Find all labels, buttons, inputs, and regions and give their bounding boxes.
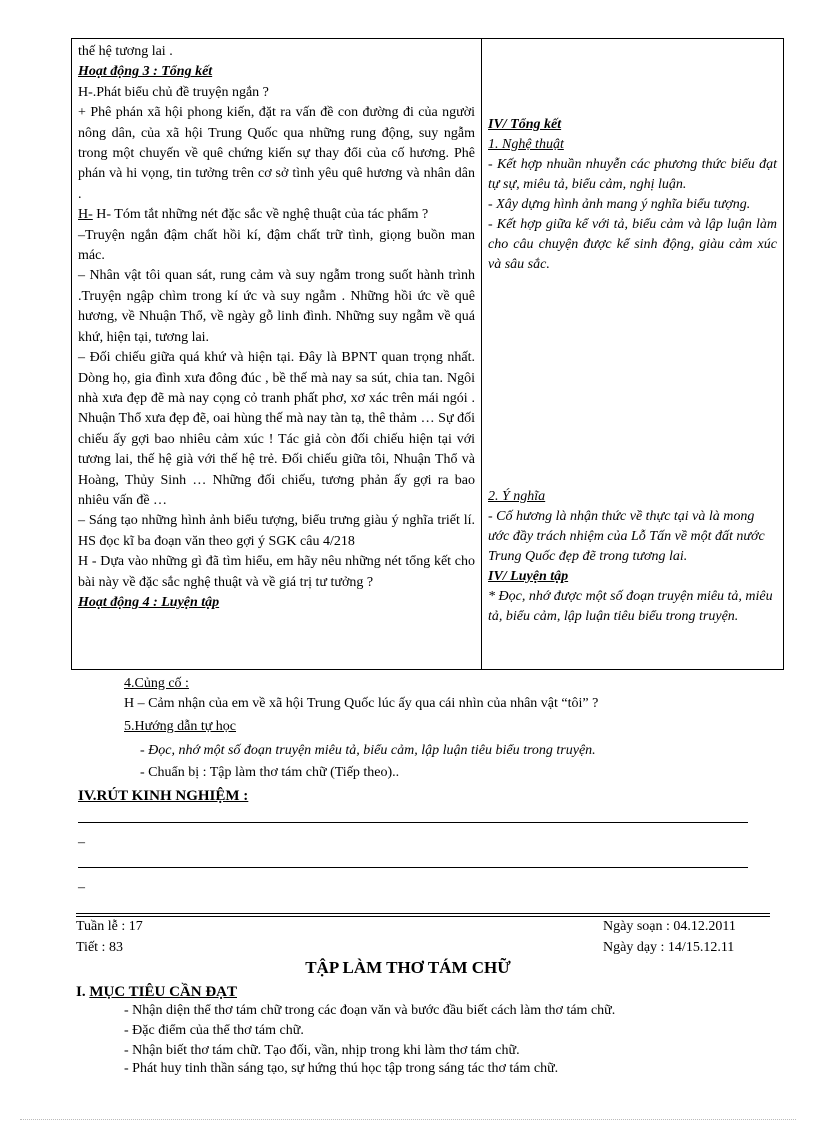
left-line: – Nhân vật tôi quan sát, rung cảm và suy ngẫm trong suốt hành trình .Truyện ngập chìm trong kí ức và suy ngẫm . Những hồi ức về quê hương, về Nhuận Thổ, về ngày gỗ linh đình. Những suy ngẫm về quá khứ, hiện tại, tương lai. (78, 268, 475, 345)
self-study-item: - Đọc, nhớ một số đoạn truyện miêu tả, biểu cảm, lập luận tiêu biểu trong truyện. (140, 743, 596, 758)
lesson-title: TẬP LÀM THƠ TÁM CHỮ (305, 958, 511, 977)
left-question: H- Tóm tắt những nét đặc sắc về nghệ thuật của tác phẩm ? (96, 207, 429, 223)
objective-item: - Nhận biết thơ tám chữ. Tạo đối, vần, nhịp trong khi làm thơ tám chữ. (124, 1043, 520, 1058)
week-label: Tuần lễ : 17 (76, 919, 143, 934)
summary-heading: IV/ Tổng kết (488, 117, 562, 132)
dash-mark: – (78, 835, 85, 850)
left-line: H-.Phát biểu chủ đề truyện ngắn ? (78, 84, 269, 100)
left-line: – Đối chiếu giữa quá khứ và hiện tại. Đây là BPNT quan trọng nhất. Dòng họ, gia đình xưa đông đúc , bề thế mà nay sa sút, chia tan. Ngôi nhà xưa đẹp đẽ mà nay cọng cỏ tranh phất phơ, xơ xác trên mái ngói . Nhuận Thổ xưa đẹp đẽ, oai hùng thế mà nay tàn tạ, thê thảm … Sự đối chiếu ấy gợi bao nhiêu cảm xúc ! Tác giả còn đối chiếu hiện tại với tương lai, thế hệ già với thế hệ trẻ. Đối chiếu giữa tôi, Nhuận Thổ và Hoàng, Thủy Sinh … Những đối chiếu, tương phản ấy gợi ra bao nhiêu vấn đề … (78, 350, 475, 508)
consolidation-heading: 4.Củng cố : (124, 676, 189, 691)
summary-block (488, 115, 777, 275)
teaching-date: Ngày dạy : 14/15.12.11 (603, 940, 735, 955)
page-edge (20, 1119, 796, 1120)
self-study-heading: 5.Hướng dẫn tự học (124, 719, 237, 734)
objective-item: - Nhận diện thể thơ tám chữ trong các đoạn văn và bước đầu biết cách làm thơ tám chữ. (124, 1003, 616, 1018)
separator-line (76, 916, 770, 917)
right-line: - Kết hợp nhuần nhuyễn các phương thức biểu đạt tự sự, miêu tả, biểu cảm, nghị luận. (488, 157, 777, 192)
section-number: I. (76, 984, 90, 1000)
left-line: – Sáng tạo những hình ảnh biểu tượng, biểu trưng giàu ý nghĩa triết lí. HS đọc kĩ ba đoạn văn theo gợi ý SGK câu 4/218 (78, 513, 475, 549)
activity-text (78, 42, 475, 613)
left-line: + Phê phán xã hội phong kiến, đặt ra vấn đề con đường đi của người nông dân, của xã hội Trung Quốc qua những rung động, suy ngẫm trong một chuyến về quê chứng kiến sự thay đổi của cố hương. Phê phán và hi vọng, tin tưởng trên cơ sở tình yêu quê hương và nhân dân . (78, 105, 475, 202)
consolidation-question: H – Cảm nhận của em về xã hội Trung Quốc lúc ấy qua cái nhìn của nhân vật “tôi” ? (124, 696, 599, 711)
activity-column (72, 39, 482, 670)
dash-mark: – (78, 880, 85, 895)
left-line: thế hệ tương lai . (78, 44, 173, 59)
section-title: MỤC TIÊU CẦN ĐẠT (89, 984, 237, 1000)
experience-heading: IV.RÚT KINH NGHIỆM : (78, 788, 249, 804)
right-line: - Xây dựng hình ảnh mang ý nghĩa biểu tượng. (488, 197, 751, 212)
objective-item: - Phát huy tinh thần sáng tạo, sự hứng thú học tập trong sáng tác thơ tám chữ. (124, 1061, 559, 1076)
writing-line (78, 867, 748, 868)
objective-item: - Đặc điểm của thể thơ tám chữ. (124, 1023, 304, 1038)
activity-4-heading: Hoạt động 4 : Luyện tập (78, 594, 220, 610)
content-column (482, 39, 784, 670)
left-line: H - Dựa vào những gì đã tìm hiểu, em hãy nêu những nét tổng kết cho bài này về đặc sắc nghệ thuật và về giá trị tư tưởng ? (78, 554, 475, 590)
meaning-heading: 2. Ý nghĩa (488, 489, 546, 504)
practice-heading: IV/ Luyện tập (488, 569, 569, 584)
meaning-block (488, 487, 777, 627)
activity-3-heading: Hoạt động 3 : Tổng kết (78, 64, 213, 80)
prepared-date: Ngày soạn : 04.12.2011 (603, 919, 736, 934)
right-line: * Đọc, nhớ được một số đoạn truyện miêu tả, miêu tả, biểu cảm, lập luận tiêu biểu trong truyện. (488, 589, 773, 624)
right-line: - Kết hợp giữa kể với tả, biểu cảm và lập luận làm cho câu chuyện được kể sinh động, giàu cảm xúc và sâu sắc. (488, 217, 777, 272)
writing-line (78, 822, 748, 823)
left-line: H- H- Tóm tắt những nét đặc sắc về nghệ thuật của tác phẩm ? (78, 207, 429, 223)
left-line: –Truyện ngắn đậm chất hồi kí, đậm chất trữ tình, giọng buồn man mác. (78, 227, 475, 264)
lesson-table (71, 38, 784, 670)
right-line: - Cố hương là nhận thức về thực tại và là mong ước đầy trách nhiệm của Lỗ Tấn về một đất nước Trung Quốc đẹp đẽ trong tương lai. (488, 509, 765, 564)
objectives-heading (76, 984, 237, 1001)
art-heading: 1. Nghệ thuật (488, 137, 564, 152)
period-label: Tiết : 83 (76, 940, 123, 955)
separator-line (76, 913, 770, 914)
self-study-item: - Chuẩn bị : Tập làm thơ tám chữ (Tiếp theo).. (140, 765, 400, 780)
